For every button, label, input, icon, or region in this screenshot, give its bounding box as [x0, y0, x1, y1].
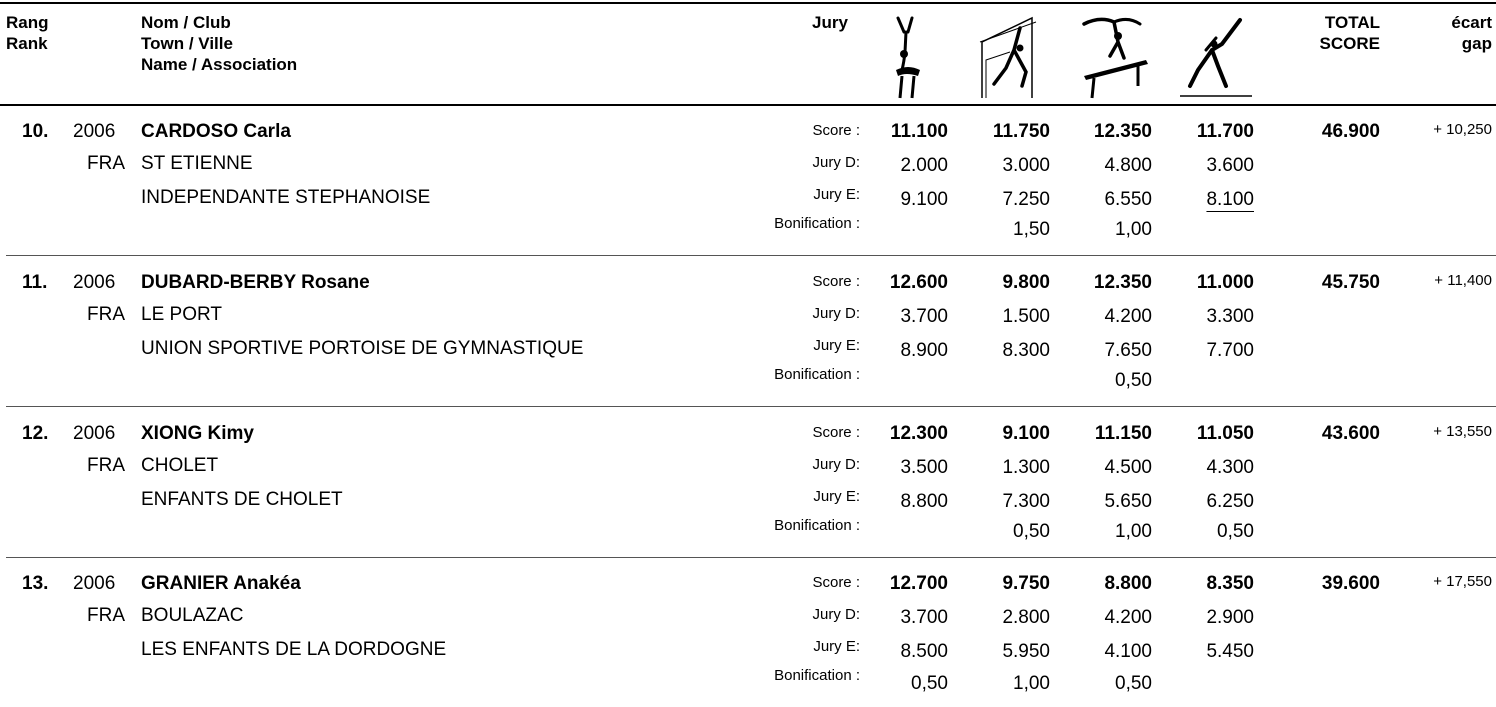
- bonus-bars: 1,00: [1013, 673, 1050, 694]
- bonus-bars: 0,50: [1013, 521, 1050, 542]
- town: ST ETIENNE: [141, 153, 253, 174]
- club: INDEPENDANTE STEPHANOISE: [141, 187, 431, 208]
- jury-e-label: Jury E:: [813, 186, 860, 203]
- rank: 12.: [22, 423, 49, 444]
- jury-d-bars: 3.000: [1002, 155, 1050, 176]
- jury-e-beam: 6.550: [1104, 189, 1152, 210]
- rank-header: Rang Rank: [6, 13, 49, 53]
- jury-d-floor: 4.300: [1206, 457, 1254, 478]
- score-beam: 12.350: [1093, 272, 1152, 293]
- jury-e-bars: 7.300: [1002, 491, 1050, 512]
- jury-d-floor: 3.600: [1206, 155, 1254, 176]
- athlete-entry: [0, 256, 1496, 406]
- club: LES ENFANTS DE LA DORDOGNE: [141, 639, 447, 660]
- bonus-vault: 0,50: [911, 673, 948, 694]
- club: ENFANTS DE CHOLET: [141, 489, 343, 510]
- town: CHOLET: [141, 455, 219, 476]
- jury-e-floor: 6.250: [1206, 491, 1254, 512]
- score-bars: 9.750: [1002, 573, 1050, 594]
- jury-e-beam: 4.100: [1104, 641, 1152, 662]
- score-floor: 11.050: [1196, 423, 1254, 444]
- bonus-bars: 1,50: [1013, 219, 1050, 240]
- jury-d-vault: 3.500: [900, 457, 948, 478]
- jury-e-vault: 8.800: [900, 491, 948, 512]
- score-vault: 11.100: [890, 121, 948, 142]
- score-label: Score :: [812, 122, 860, 139]
- jury-e-label: Jury E:: [813, 488, 860, 505]
- score-label: Score :: [812, 574, 860, 591]
- athlete-name: XIONG Kimy: [141, 423, 254, 444]
- athlete-entry: [0, 557, 1496, 707]
- athlete-entry: [0, 105, 1496, 255]
- jury-e-label: Jury E:: [813, 638, 860, 655]
- score-bars: 9.800: [1002, 272, 1050, 293]
- jury-e-vault: 8.900: [900, 340, 948, 361]
- jury-d-label: Jury D:: [812, 606, 860, 623]
- jury-d-label: Jury D:: [812, 456, 860, 473]
- score-label: Score :: [812, 273, 860, 290]
- bonus-beam: 1,00: [1115, 219, 1152, 240]
- birth-year: 2006: [73, 121, 116, 142]
- score-bars: 11.750: [992, 121, 1050, 142]
- rank: 11.: [22, 272, 48, 293]
- score-vault: 12.600: [889, 272, 948, 293]
- gap-header: écart gap: [1451, 13, 1492, 53]
- jury-e-label: Jury E:: [813, 337, 860, 354]
- bonification-label: Bonification :: [774, 215, 860, 232]
- jury-d-floor: 3.300: [1206, 306, 1254, 327]
- athlete-entry: [0, 407, 1496, 557]
- total-score: 43.600: [1321, 423, 1380, 444]
- balance-beam-icon: [1080, 14, 1150, 100]
- score-vault: 12.700: [889, 573, 948, 594]
- jury-d-vault: 3.700: [900, 607, 948, 628]
- jury-e-vault: 9.100: [900, 189, 948, 210]
- birth-year: 2006: [73, 272, 116, 293]
- town: LE PORT: [141, 304, 222, 325]
- bonification-label: Bonification :: [774, 667, 860, 684]
- jury-e-vault: 8.500: [900, 641, 948, 662]
- jury-d-bars: 1.300: [1002, 457, 1050, 478]
- athlete-name: GRANIER Anakéa: [141, 573, 301, 594]
- jury-d-bars: 1.500: [1002, 306, 1050, 327]
- birth-year: 2006: [73, 573, 116, 594]
- score-bars: 9.100: [1002, 423, 1050, 444]
- jury-e-floor: 8.100: [1206, 189, 1254, 210]
- score-beam: 11.150: [1094, 423, 1152, 444]
- jury-d-beam: 4.200: [1104, 607, 1152, 628]
- jury-e-floor: 7.700: [1206, 340, 1254, 361]
- nation: FRA: [87, 605, 125, 626]
- score-floor: 11.000: [1196, 272, 1254, 293]
- nation: FRA: [87, 455, 125, 476]
- jury-d-label: Jury D:: [812, 154, 860, 171]
- score-vault: 12.300: [889, 423, 948, 444]
- town: BOULAZAC: [141, 605, 244, 626]
- total-score-header: TOTAL SCORE: [1319, 13, 1380, 53]
- score-label: Score :: [812, 424, 860, 441]
- name-header: Nom / Club Town / Ville Name / Association: [141, 13, 298, 74]
- jury-d-label: Jury D:: [812, 305, 860, 322]
- bonus-floor: 0,50: [1217, 521, 1254, 542]
- score-beam: 8.800: [1104, 573, 1152, 594]
- rank: 10.: [22, 121, 49, 142]
- bonification-label: Bonification :: [774, 366, 860, 383]
- total-score: 45.750: [1321, 272, 1380, 293]
- uneven-bars-icon: [976, 14, 1042, 100]
- score-floor: 8.350: [1206, 573, 1254, 594]
- bonus-beam: 0,50: [1115, 673, 1152, 694]
- nation: FRA: [87, 153, 125, 174]
- jury-d-beam: 4.500: [1104, 457, 1152, 478]
- floor-icon: [1176, 14, 1256, 100]
- gap: + 10,250: [1433, 121, 1492, 138]
- jury-d-vault: 3.700: [900, 306, 948, 327]
- jury-header: Jury: [812, 13, 848, 32]
- gap: + 17,550: [1433, 573, 1492, 590]
- jury-e-bars: 5.950: [1002, 641, 1050, 662]
- bonification-label: Bonification :: [774, 517, 860, 534]
- jury-e-bars: 7.250: [1002, 189, 1050, 210]
- gap: + 11,400: [1434, 272, 1492, 289]
- score-floor: 11.700: [1196, 121, 1254, 142]
- jury-e-beam: 5.650: [1104, 491, 1152, 512]
- jury-e-beam: 7.650: [1104, 340, 1152, 361]
- nation: FRA: [87, 304, 125, 325]
- vault-icon: [888, 14, 928, 100]
- top-rule: [0, 2, 1496, 4]
- jury-d-beam: 4.200: [1104, 306, 1152, 327]
- total-score: 46.900: [1321, 121, 1380, 142]
- jury-d-bars: 2.800: [1002, 607, 1050, 628]
- birth-year: 2006: [73, 423, 116, 444]
- jury-d-floor: 2.900: [1206, 607, 1254, 628]
- jury-d-beam: 4.800: [1104, 155, 1152, 176]
- jury-e-bars: 8.300: [1002, 340, 1050, 361]
- rank: 13.: [22, 573, 49, 594]
- athlete-name: DUBARD-BERBY Rosane: [141, 272, 370, 293]
- club: UNION SPORTIVE PORTOISE DE GYMNASTIQUE: [141, 338, 584, 359]
- score-beam: 12.350: [1093, 121, 1152, 142]
- bonus-beam: 0,50: [1115, 370, 1152, 391]
- gap: + 13,550: [1433, 423, 1492, 440]
- jury-d-vault: 2.000: [900, 155, 948, 176]
- jury-e-floor: 5.450: [1206, 641, 1254, 662]
- total-score: 39.600: [1321, 573, 1380, 594]
- athlete-name: CARDOSO Carla: [141, 121, 291, 142]
- bonus-beam: 1,00: [1115, 521, 1152, 542]
